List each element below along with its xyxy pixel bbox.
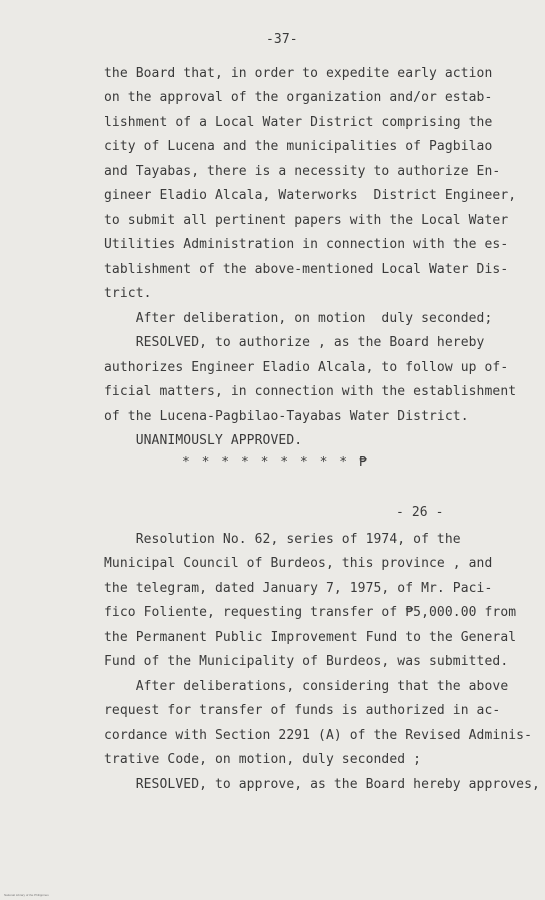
- text-line: authorizes Engineer Eladio Alcala, to follow up of-: [104, 360, 509, 375]
- section-number: - 26 -: [396, 505, 444, 520]
- text-line: of the Lucena-Pagbilao-Tayabas Water District.: [104, 409, 469, 424]
- text-line: gineer Eladio Alcala, Waterworks District Engineer,: [104, 188, 517, 203]
- text-line: and Tayabas, there is a necessity to authorize En-: [104, 164, 501, 179]
- separator-stars: * * * * * * * * * ₱: [182, 455, 369, 470]
- text-line: tablishment of the above-mentioned Local Water Dis-: [104, 262, 509, 277]
- text-line: the Board that, in order to expedite early action: [104, 66, 493, 81]
- text-line: to submit all pertinent papers with the Local Water: [104, 213, 509, 228]
- text-line: Fund of the Municipality of Burdeos, was submitted.: [104, 654, 509, 669]
- text-line: After deliberation, on motion duly seconded;: [104, 311, 493, 326]
- text-line: After deliberations, considering that the above: [104, 679, 509, 694]
- text-line: RESOLVED, to approve, as the Board hereby approves,: [104, 777, 540, 792]
- text-line: lishment of a Local Water District comprising the: [104, 115, 493, 130]
- text-line: on the approval of the organization and/or estab-: [104, 90, 493, 105]
- text-line: UNANIMOUSLY APPROVED.: [104, 433, 303, 448]
- text-line: cordance with Section 2291 (A) of the Revised Adminis-: [104, 728, 533, 743]
- archive-footer-note: National Library of the Philippines: [4, 893, 49, 897]
- text-line: Utilities Administration in connection with the es-: [104, 237, 509, 252]
- text-line: ficial matters, in connection with the establishment: [104, 384, 517, 399]
- text-line: the telegram, dated January 7, 1975, of Mr. Paci-: [104, 581, 493, 596]
- text-line: request for transfer of funds is authorized in ac-: [104, 703, 501, 718]
- text-line: trative Code, on motion, duly seconded ;: [104, 752, 422, 767]
- text-line: fico Foliente, requesting transfer of ₱5,000.00 from: [104, 605, 517, 620]
- text-line: Resolution No. 62, series of 1974, of the: [104, 532, 461, 547]
- text-line: Municipal Council of Burdeos, this province , and: [104, 556, 493, 571]
- page-number: -37-: [266, 32, 298, 47]
- text-line: trict.: [104, 286, 152, 301]
- text-line: city of Lucena and the municipalities of Pagbilao: [104, 139, 493, 154]
- text-line: RESOLVED, to authorize , as the Board hereby: [104, 335, 485, 350]
- text-line: the Permanent Public Improvement Fund to the General: [104, 630, 517, 645]
